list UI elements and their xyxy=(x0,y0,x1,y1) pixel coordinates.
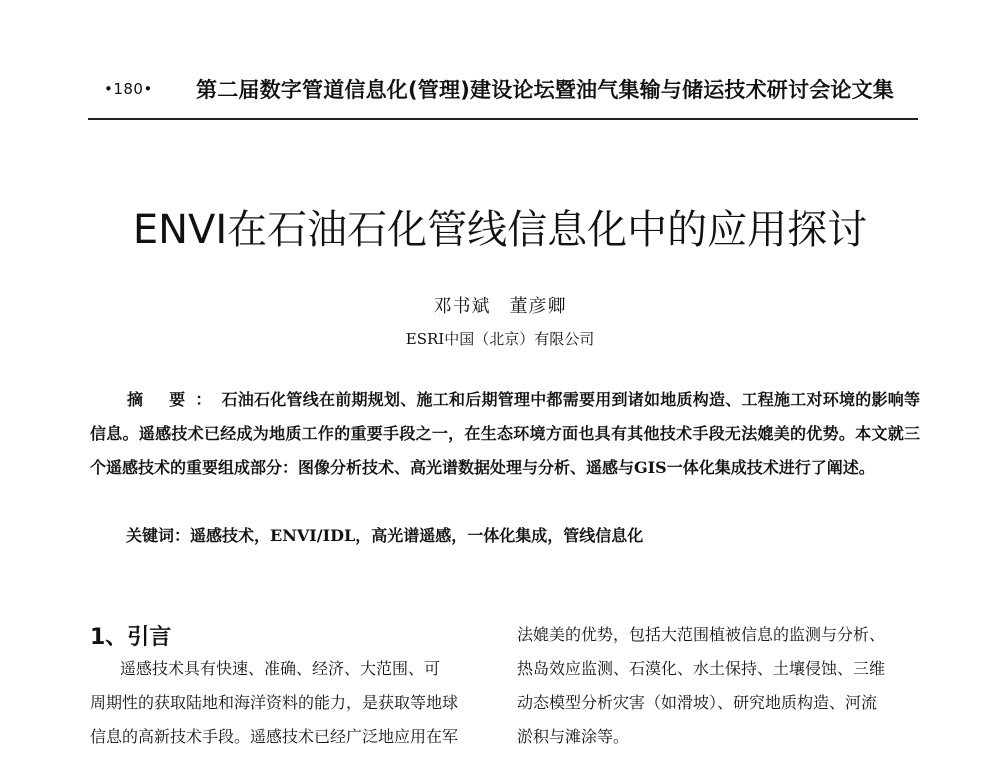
body-column-right xyxy=(517,618,917,754)
keywords xyxy=(126,519,916,553)
body-line: 周期性的获取陆地和海洋资料的能力，是获取等地球 xyxy=(90,693,459,712)
body-line: 热岛效应监测、石漠化、水土保持、土壤侵蚀、三维 xyxy=(517,659,886,678)
body-line: 法媲美的优势，包括大范围植被信息的监测与分析、 xyxy=(517,625,886,644)
journal-running-title: 第二届数字管道信息化(管理)建设论坛暨油气集输与储运技术研讨会论文集 xyxy=(196,78,894,102)
body-line: 动态模型分析灾害（如滑坡）、研究地质构造、河流 xyxy=(517,693,878,712)
abstract-text: 石油石化管线在前期规划、施工和后期管理中都需要用到诸如地质构造、工程施工对环境的影响等信息。遥感技术已经成为地质工作的重要手段之一，在生态环境方面也具有其他技术手段无法媲美的优势。本文就三个遥感技术的重要组成部分：图像分析技术、高光谱数据处理与分析、遥感与GIS一体化集成技术进行了阐述。 xyxy=(90,390,920,477)
abstract-label: 摘 要： xyxy=(127,390,222,409)
section-heading-introduction: 1、引言 xyxy=(90,625,172,650)
paper-authors: 邓书斌 董彦卿 xyxy=(433,296,567,317)
keywords-text: 遥感技术，ENVI/IDL，高光谱遥感，一体化集成，管线信息化 xyxy=(190,526,644,545)
body-line: 信息的高新技术手段。遥感技术已经广泛地应用在军 xyxy=(90,727,459,746)
body-line: 淤积与滩涂等。 xyxy=(517,727,630,746)
paper-affiliation: ESRI中国（北京）有限公司 xyxy=(405,330,595,348)
keywords-label: 关键词： xyxy=(126,526,191,545)
page-number: •180• xyxy=(104,80,153,98)
body-line: 遥感技术具有快速、准确、经济、大范围、可 xyxy=(120,659,441,678)
abstract xyxy=(90,383,920,485)
paper-title: ENVI在石油石化管线信息化中的应用探讨 xyxy=(132,207,868,253)
body-column-left xyxy=(90,652,495,754)
header-rule xyxy=(88,118,918,120)
